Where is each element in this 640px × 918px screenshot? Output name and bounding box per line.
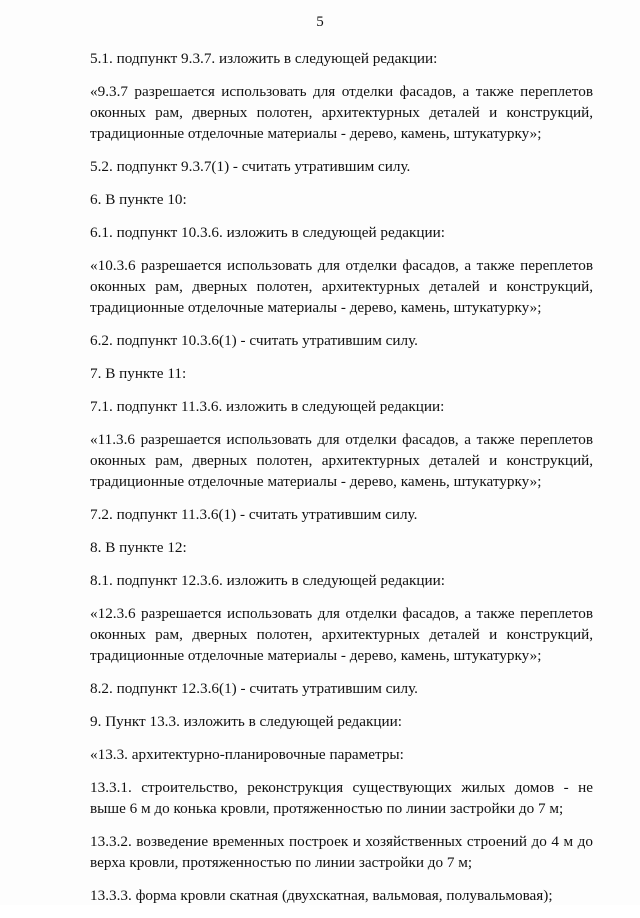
paragraph: 13.3.3. форма кровли скатная (двухскатная, вальмовая, полувальмовая);: [90, 887, 553, 904]
paragraph: 6.1. подпункт 10.3.6. изложить в следующей редакции:: [90, 224, 445, 241]
paragraph: 5.2. подпункт 9.3.7(1) - считать утратившим силу.: [90, 158, 411, 175]
document-body: [90, 48, 593, 918]
paragraph: 5.1. подпункт 9.3.7. изложить в следующей редакции:: [90, 50, 438, 67]
paragraph: «9.3.7 разрешается использовать для отделки фасадов, а также переплетов оконных рам, дверных полотен, архитектурных деталей и конструкций, традиционные отделочные материалы - дерево, камень, штукатурку»;: [90, 83, 593, 142]
paragraph: «11.3.6 разрешается использовать для отделки фасадов, а также переплетов оконных рам, дверных полотен, архитектурных деталей и конструкций, традиционные отделочные материалы - дерево, камень, штукатурку»;: [90, 431, 593, 490]
paragraph: «10.3.6 разрешается использовать для отделки фасадов, а также переплетов оконных рам, дверных полотен, архитектурных деталей и конструкций, традиционные отделочные материалы - дерево, камень, штукатурку»;: [90, 257, 593, 316]
paragraph: 6.2. подпункт 10.3.6(1) - считать утратившим силу.: [90, 332, 418, 349]
page-number: 5: [316, 14, 324, 30]
paragraph: 7.2. подпункт 11.3.6(1) - считать утратившим силу.: [90, 506, 418, 523]
paragraph: 8. В пункте 12:: [90, 539, 187, 556]
paragraph: «12.3.6 разрешается использовать для отделки фасадов, а также переплетов оконных рам, дверных полотен, архитектурных деталей и конструкций, традиционные отделочные материалы - дерево, камень, штукатурку»;: [90, 605, 593, 664]
paragraph: 8.1. подпункт 12.3.6. изложить в следующей редакции:: [90, 572, 445, 589]
paragraph: 7.1. подпункт 11.3.6. изложить в следующей редакции:: [90, 398, 445, 415]
paragraph: 7. В пункте 11:: [90, 365, 187, 382]
paragraph: 13.3.2. возведение временных построек и хозяйственных строений до 4 м до верха кровли, протяженностью по линии застройки до 7 м;: [90, 833, 593, 871]
paragraph: 13.3.1. строительство, реконструкция существующих жилых домов - не выше 6 м до конька кровли, протяженностью по линии застройки до 7 м;: [90, 779, 593, 817]
paragraph: «13.3. архитектурно-планировочные параметры:: [90, 746, 404, 763]
paragraph: 6. В пункте 10:: [90, 191, 187, 208]
paragraph: 8.2. подпункт 12.3.6(1) - считать утратившим силу.: [90, 680, 418, 697]
paragraph: 9. Пункт 13.3. изложить в следующей редакции:: [90, 713, 403, 730]
